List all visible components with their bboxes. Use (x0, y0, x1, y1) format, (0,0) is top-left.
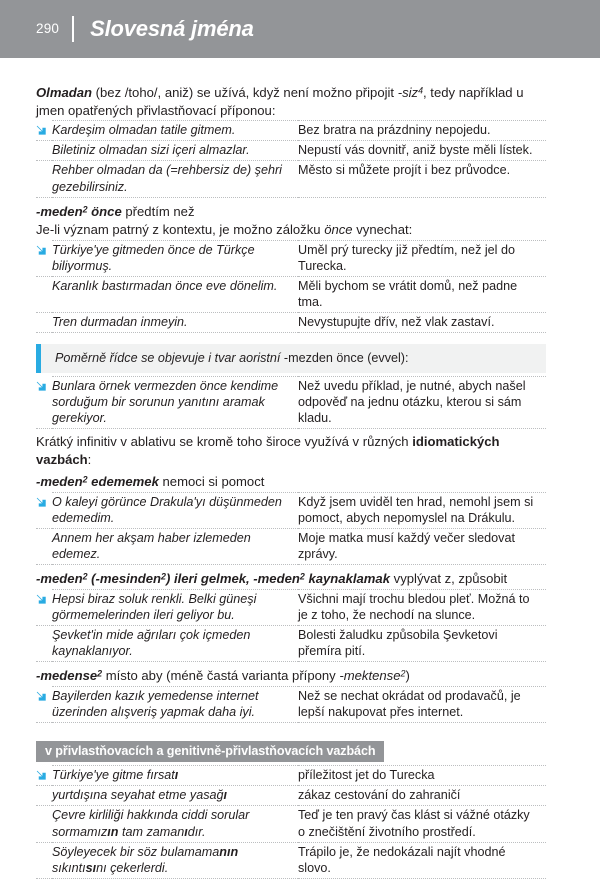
idiomatic-text-1: Krátký infinitiv v ablativu se kromě toho široce využívá v různých (36, 434, 413, 450)
suffix-medense: -medense (36, 668, 98, 684)
keyword-once: önce (87, 203, 122, 219)
table-body-edememek (36, 492, 546, 564)
meden-once-note-text-1: Je-li význam patrný z kontextu, je možno záložku (36, 222, 325, 238)
page-header (0, 0, 600, 58)
section-bar-genitive: v přivlastňovacích a genitivně-přivlastňovacích vazbách (36, 741, 384, 762)
arrow-spacer (36, 141, 52, 161)
intro-suffix: -siz (397, 85, 419, 100)
table-row (36, 277, 546, 313)
turkish-example: Şevket'in mide ağrıları çok içmeden kaynaklanıyor. (52, 626, 298, 662)
arrow-down-right-icon (36, 492, 52, 528)
medense-variant: -mektense (339, 668, 401, 684)
idiomatic-text-2: : (87, 451, 92, 467)
arrow-down-right-icon (36, 240, 52, 276)
examples-table-aorist (36, 376, 546, 429)
medense-variant-superscript: 2 (400, 668, 406, 679)
czech-translation: příležitost jet do Turecka (298, 766, 546, 786)
ileri-bold-3: ) ileri gelmek, -meden (165, 571, 300, 587)
table-row (36, 687, 546, 723)
arrow-spacer (36, 161, 52, 197)
bold-suffix: ı (223, 788, 228, 803)
arrow-spacer (36, 806, 52, 842)
heading-edememek (36, 473, 546, 491)
table-row (36, 529, 546, 565)
meden-once-note (36, 221, 546, 239)
table-row (36, 313, 546, 333)
arrow-down-right-icon (36, 121, 52, 141)
ileri-bold-1: -meden (36, 571, 83, 587)
table-row (36, 121, 546, 141)
note-box-text (55, 350, 536, 366)
header-divider (72, 16, 74, 42)
czech-translation: Nevystupujte dřív, než vlak zastaví. (298, 313, 546, 333)
czech-translation: Město si můžete projít i bez průvodce. (298, 161, 546, 197)
examples-table-olmadan (36, 120, 546, 197)
ileri-sup-3: 2 (299, 571, 305, 582)
suffix-meden: -meden (36, 203, 83, 219)
meden-once-note-text-2: vynechat: (352, 222, 413, 238)
examples-table-ileri-gelmek (36, 589, 546, 662)
arrow-down-right-icon (36, 589, 52, 625)
bold-suffix: ı (184, 824, 188, 839)
bold-suffix: nın (219, 844, 239, 859)
czech-translation: Trápilo je, že nedokázali najít vhodné slovo. (298, 842, 546, 878)
table-row (36, 842, 546, 878)
table-row (36, 589, 546, 625)
czech-translation: Když jsem uviděl ten hrad, nemohl jsem si pomoct, abych nepomyslel na Drákulu. (298, 492, 546, 528)
czech-translation: Teď je ten pravý čas klást si vážné otázky o znečištění životního prostředí. (298, 806, 546, 842)
page-title: Slovesná jména (90, 16, 254, 41)
examples-table-meden-once (36, 240, 546, 334)
page-number: 290 (36, 20, 60, 36)
heading-medense (36, 667, 546, 685)
keyword-edememek: edememek (87, 474, 159, 490)
note-box-aorist (36, 344, 546, 372)
bold-suffix: ın (107, 824, 119, 839)
gloss-meden-once: předtím než (121, 203, 195, 219)
turkish-example: Biletiniz olmadan sizi içeri almazlar. (52, 141, 298, 161)
table-body-aorist (36, 376, 546, 428)
arrow-down-right-icon (36, 376, 52, 428)
arrow-spacer (36, 786, 52, 806)
bold-suffix: sı (85, 860, 97, 875)
page-content (0, 58, 600, 879)
table-row (36, 806, 546, 842)
czech-translation: Bez bratra na prázdniny nepojedu. (298, 121, 546, 141)
turkish-example: Bunlara örnek vermezden önce kendime sorduğum bir sorunun yanıtını aramak gerekiyor. (52, 376, 298, 428)
table-body-ileri-gelmek (36, 589, 546, 661)
table-row (36, 766, 546, 786)
ileri-sup-1: 2 (82, 571, 88, 582)
gloss-medense-2: ) (405, 668, 410, 684)
turkish-example: Annem her akşam haber izlemeden edemez. (52, 529, 298, 565)
arrow-spacer (36, 842, 52, 878)
table-row (36, 626, 546, 662)
suffix-edememek-superscript: 2 (82, 474, 88, 485)
czech-translation: Měli bychom se vrátit domů, než padne tma. (298, 277, 546, 313)
arrow-spacer (36, 529, 52, 565)
arrow-spacer (36, 313, 52, 333)
ileri-bold-4: kaynaklamak (304, 571, 391, 587)
examples-table-genitive (36, 765, 546, 879)
suffix-meden-superscript: 2 (82, 203, 88, 214)
table-body-genitive (36, 766, 546, 879)
intro-suffix-superscript: 4 (418, 85, 424, 96)
turkish-example: Bayilerden kazık yemedense internet üzerinden alışveriş yapmak daha iyi. (52, 687, 298, 723)
arrow-spacer (36, 277, 52, 313)
arrow-spacer (36, 626, 52, 662)
ileri-bold-2: (-mesinden (87, 571, 162, 587)
turkish-example: O kaleyi görünce Drakula'yı düşünmeden edemedim. (52, 492, 298, 528)
meden-once-note-italic: önce (324, 222, 353, 238)
examples-table-edememek (36, 492, 546, 565)
turkish-example: Tren durmadan inmeyin. (52, 313, 298, 333)
czech-translation: Než se nechat okrádat od prodavačů, je lepší nakupovat přes internet. (298, 687, 546, 723)
idiomatic-intro-paragraph (36, 433, 546, 468)
note-italic-part: Poměrně řídce se objevuje i tvar aoristní (55, 351, 284, 366)
suffix-medense-superscript: 2 (97, 668, 103, 679)
note-rest-part: -mezden önce (evvel): (283, 351, 409, 366)
czech-translation: Než uvedu příklad, je nutné, abych našel odpověď na jednu otázku, kterou si sám kladu. (298, 376, 546, 428)
table-row (36, 492, 546, 528)
idiomatic-bold: idiomatických vazbách (36, 434, 500, 467)
turkish-example: Karanlık bastırmadan önce eve dönelim. (52, 277, 298, 313)
bold-suffix: ı (174, 768, 179, 783)
intro-paragraph (36, 84, 546, 119)
heading-ileri-gelmek (36, 570, 546, 588)
gloss-edememek: nemoci si pomoct (158, 474, 265, 490)
arrow-down-right-icon (36, 687, 52, 723)
ileri-sup-2: 2 (161, 571, 166, 582)
suffix-edememek-stem: -meden (36, 474, 83, 490)
table-row (36, 786, 546, 806)
czech-translation: Uměl prý turecky již předtím, než jel do Turecka. (298, 240, 546, 276)
czech-translation: Nepustí vás dovnitř, aniž byste měli lístek. (298, 141, 546, 161)
table-row (36, 141, 546, 161)
czech-translation: Bolesti žaludku způsobila Şevketovi přemíra pití. (298, 626, 546, 662)
table-row (36, 376, 546, 428)
turkish-example: yurtdışına seyahat etme yasağı (52, 786, 298, 806)
heading-meden-once (36, 203, 546, 221)
czech-translation: zákaz cestování do zahraničí (298, 786, 546, 806)
table-row (36, 240, 546, 276)
intro-text-2: , tedy například u jmen opatřených přivlastňovací příponou: (36, 85, 524, 118)
table-body-olmadan (36, 121, 546, 197)
czech-translation: Moje matka musí každý večer sledovat zprávy. (298, 529, 546, 565)
intro-text-1: (bez /toho/, aniž) se užívá, když není možno připojit (92, 85, 398, 100)
czech-translation: Všichni mají trochu bledou pleť. Možná to je z toho, že nechodí na slunce. (298, 589, 546, 625)
turkish-example: Rehber olmadan da (=rehbersiz de) şehri gezebilirsiniz. (52, 161, 298, 197)
turkish-example: Türkiye'ye gitmeden önce de Türkçe biliyormuş. (52, 240, 298, 276)
gloss-ileri-gelmek: vyplývat z, způsobit (390, 571, 508, 587)
examples-table-medense (36, 686, 546, 723)
turkish-example: Kardeşim olmadan tatile gitmem. (52, 121, 298, 141)
arrow-down-right-icon (36, 766, 52, 786)
intro-lead-term: Olmadan (36, 85, 93, 100)
turkish-example: Hepsi biraz soluk renkli. Belki güneşi görmemelerinden ileri geliyor bu. (52, 589, 298, 625)
gloss-medense-1: místo aby (méně častá varianta přípony (102, 668, 340, 684)
table-body-medense (36, 687, 546, 723)
turkish-example: Çevre kirliliği hakkında ciddi sorular sormamızın tam zamanıdır. (52, 806, 298, 842)
table-row (36, 161, 546, 197)
table-body-meden-once (36, 240, 546, 333)
turkish-example: Söyleyecek bir söz bulamamanın sıkıntısını çekerlerdi. (52, 842, 298, 878)
turkish-example: Türkiye'ye gitme fırsatı (52, 766, 298, 786)
